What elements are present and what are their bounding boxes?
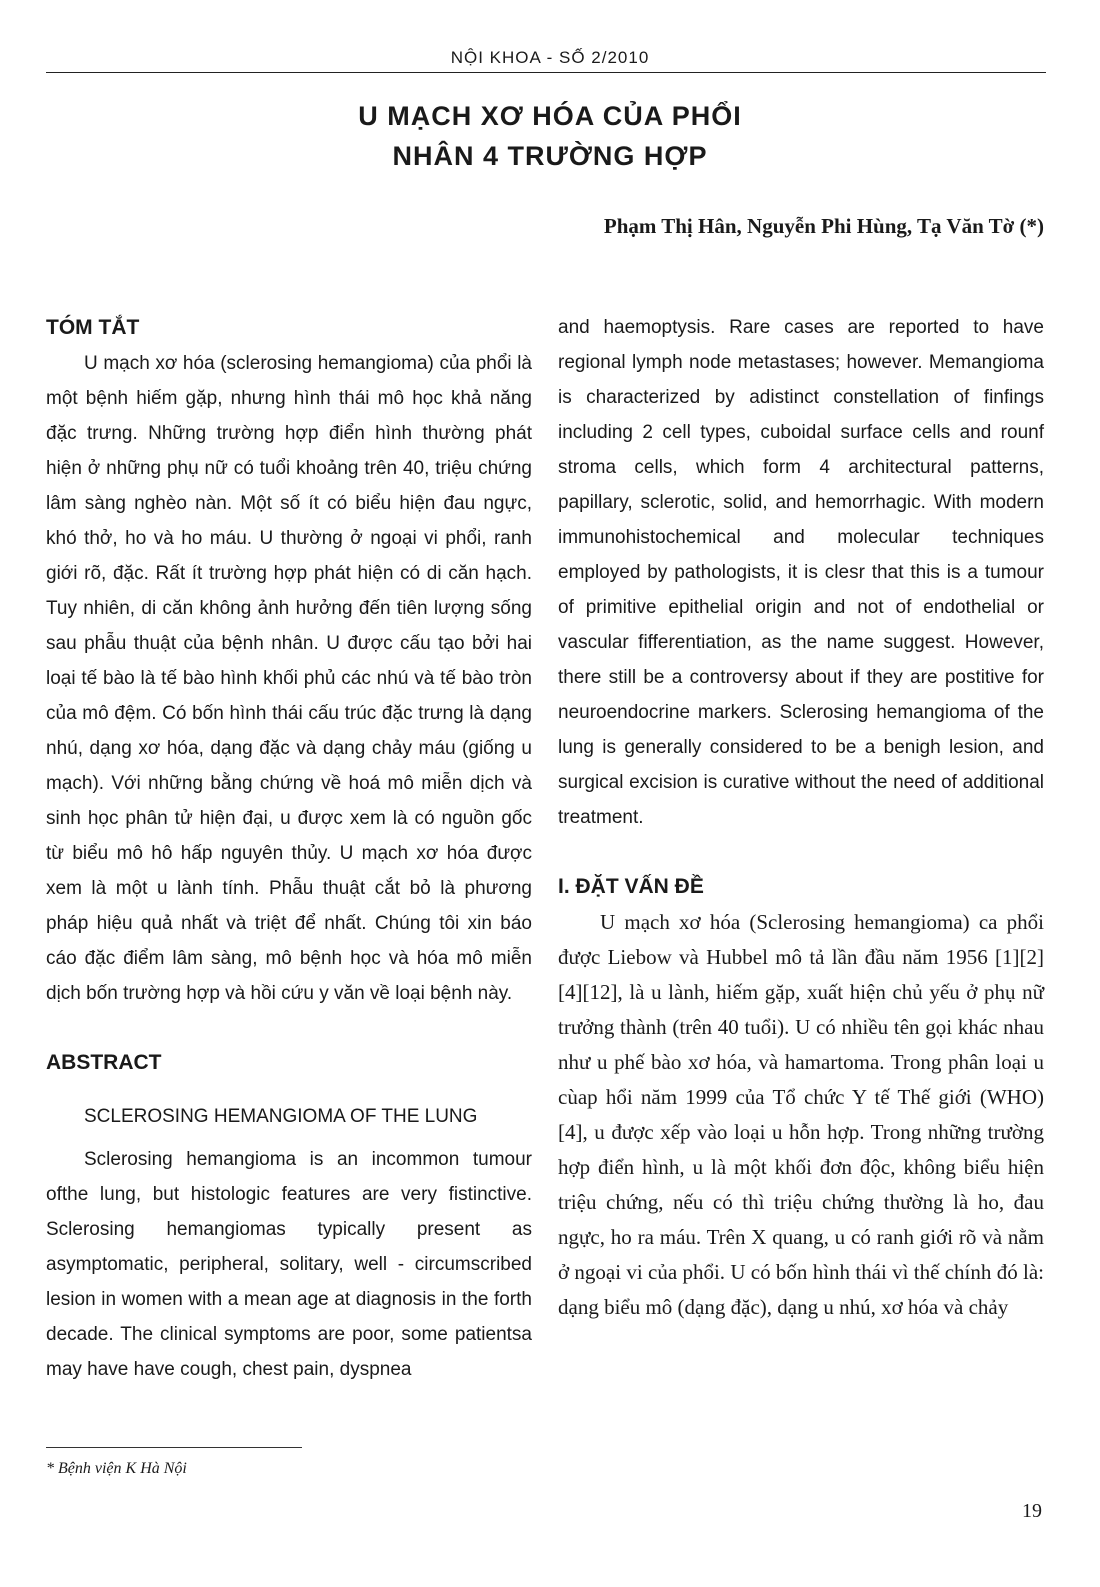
footnote: * Bệnh viện K Hà Nội bbox=[46, 1460, 187, 1477]
journal-header bbox=[0, 48, 1100, 68]
abstract-text-left: Sclerosing hemangioma is an incommon tumour ofthe lung, but histologic features are very fistinctive. Sclerosing hemangiomas typically present as asymptomatic, peripheral, solitary, well - circumscribed lesion in women with a mean age at diagnosis in the forth decade. The clinical symptoms are poor, some patientsa may have have cough, chest pain, dyspnea bbox=[46, 1149, 532, 1380]
footnote-rule bbox=[46, 1447, 302, 1448]
abstract-subtitle: SCLEROSING HEMANGIOMA OF THE LUNG bbox=[84, 1106, 478, 1127]
left-column bbox=[46, 310, 532, 1387]
summary-text: U mạch xơ hóa (sclerosing hemangioma) của phổi là một bệnh hiếm gặp, nhưng hình thái mô học khả năng đặc trưng. Những trường hợp điển hình thường phát hiện ở những phụ nữ có tuổi khoảng trên 40, triệu chứng lâm sàng nghèo nàn. Một số ít có biểu hiện đau ngực, khó thở, ho và ho máu. U thường ở ngoại vi phổi, ranh giới rõ, đặc. Rất ít trường hợp phát hiện có di căn hạch. Tuy nhiên, di căn không ảnh hưởng đến tiên lượng sống sau phẫu thuật của bệnh nhân. U được cấu tạo bởi hai loại tế bào là tế bào hình khối phủ các nhú và tế bào tròn của mô đệm. Có bốn hình thái cấu trúc đặc trưng là dạng nhú, dạng xơ hóa, dạng đặc và dạng chảy máu (giống u mạch). Với những bằng chứng về hoá mô miễn dịch và sinh học phân tử hiện đại, u được xem là có nguồn gốc từ biểu mô hô hấp nguyên thủy. U mạch xơ hóa được xem là một u lành tính. Phẫu thuật cắt bỏ là phương pháp hiệu quả nhất và triệt để nhất. Chúng tôi xin báo cáo đặc điểm lâm sàng, mô bệnh học và hóa mô miễn dịch bốn trường hợp và hồi cứu y văn về loại bệnh này. bbox=[46, 353, 532, 1004]
title-line-1: U MẠCH XƠ HÓA CỦA PHỔI bbox=[358, 101, 742, 131]
summary-heading: TÓM TẮT bbox=[46, 316, 140, 339]
article-title bbox=[0, 96, 1100, 176]
header-rule bbox=[46, 72, 1046, 73]
abstract-heading: ABSTRACT bbox=[46, 1051, 162, 1074]
authors: Phạm Thị Hân, Nguyễn Phi Hùng, Tạ Văn Tờ (*) bbox=[603, 214, 1044, 238]
section1-text: U mạch xơ hóa (Sclerosing hemangioma) ca phổi được Liebow và Hubbel mô tả lần đầu năm 1956 [1][2][4][12], là u lành, hiếm gặp, xuất hiện chủ yếu ở phụ nữ trưởng thành (trên 40 tuổi). U có nhiều tên gọi khác nhau như u phế bào xơ hóa, và hamartoma. Trong phân loại u cùap hổi năm 1999 của Tổ chức Y tế Thế giới (WHO) [4], u được xếp vào loại u hỗn hợp. Trong những trường hợp điển hình, u là một khối đơn độc, không biểu hiện triệu chứng, nếu có thì triệu chứng thường là ho, đau ngực, ho ra máu. Trên X quang, u có ranh giới rõ và nằm ở ngoại vi của phổi. U có bốn hình thái vì thế chính đó là: dạng biểu mô (dạng đặc), dạng u nhú, xơ hóa và chảy bbox=[558, 910, 1044, 1319]
journal-header-text: NỘI KHOA - SỐ 2/2010 bbox=[443, 48, 658, 67]
title-line-2: NHÂN 4 TRƯỜNG HỢP bbox=[392, 141, 708, 171]
abstract-text-right: and haemoptysis. Rare cases are reported to have regional lymph node metastases; however. Memangioma is characterized by adistinct constellation of finfings including 2 cell types, cuboidal surface cells and rounf stroma cells, which form 4 architectural patterns, papillary, sclerotic, solid, and hemorrhagic. With modern immunohistochemical and molecular techniques employed by pathologists, it is clesr that this is a tumour of primitive epithelial origin and not of endothelial or vascular fifferentiation, as the name suggest. However, there still be a controversy about if they are postitive for neuroendocrine markers. Sclerosing hemangioma of the lung is generally considered to be a benigh lesion, and surgical excision is curative without the need of additional treatment. bbox=[558, 317, 1044, 828]
right-column bbox=[558, 310, 1044, 1325]
section1-heading: I. ĐẶT VẤN ĐỀ bbox=[558, 875, 704, 898]
page-number: 19 bbox=[1022, 1500, 1042, 1522]
